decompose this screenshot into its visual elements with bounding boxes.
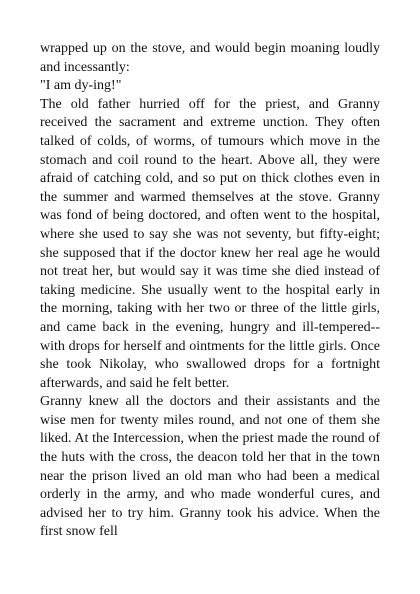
paragraph-granny-doctors: Granny knew all the doctors and their assistants and the wise men for twenty miles round, and not one of them she liked. At the Intercession, when the priest made the round of the huts with the cross, the deacon told her that in the town near the prison lived an old man who had been a medical orderly in the army, and who made wonderful cures, and advised her to try him. Granny took his advice. When the first snow fell: [40, 394, 380, 540]
paragraph-granny-doctored: The old father hurried off for the priest, and Granny received the sacrament and extreme unction. They often talked of colds, of worms, of tumours which move in the stomach and coil round to the heart. Above all, they were afraid of catching cold, and so put on thick clothes even in the summer and warmed themselves at the stove. Granny was fond of being doctored, and often went to the hospital, where she used to say she was not seventy, but fifty-eight; she supposed that if the doctor knew her real age he would not treat her, but would say it was time she died instead of taking medicine. She usually went to the hospital early in the morning, taking with her two or three of the little girls, and came back in the evening, hungry and ill-tempered--with drops for herself and ointments for the little girls. Once she took Nikolay, who swallowed drops for a fortnight afterwards, and said he felt better.: [40, 96, 380, 391]
paragraph-dying-quote: "I am dy-ing!": [40, 78, 122, 94]
book-page: [40, 40, 380, 542]
paragraph-stove-moaning: wrapped up on the stove, and would begin moaning loudly and incessantly:: [40, 41, 380, 75]
